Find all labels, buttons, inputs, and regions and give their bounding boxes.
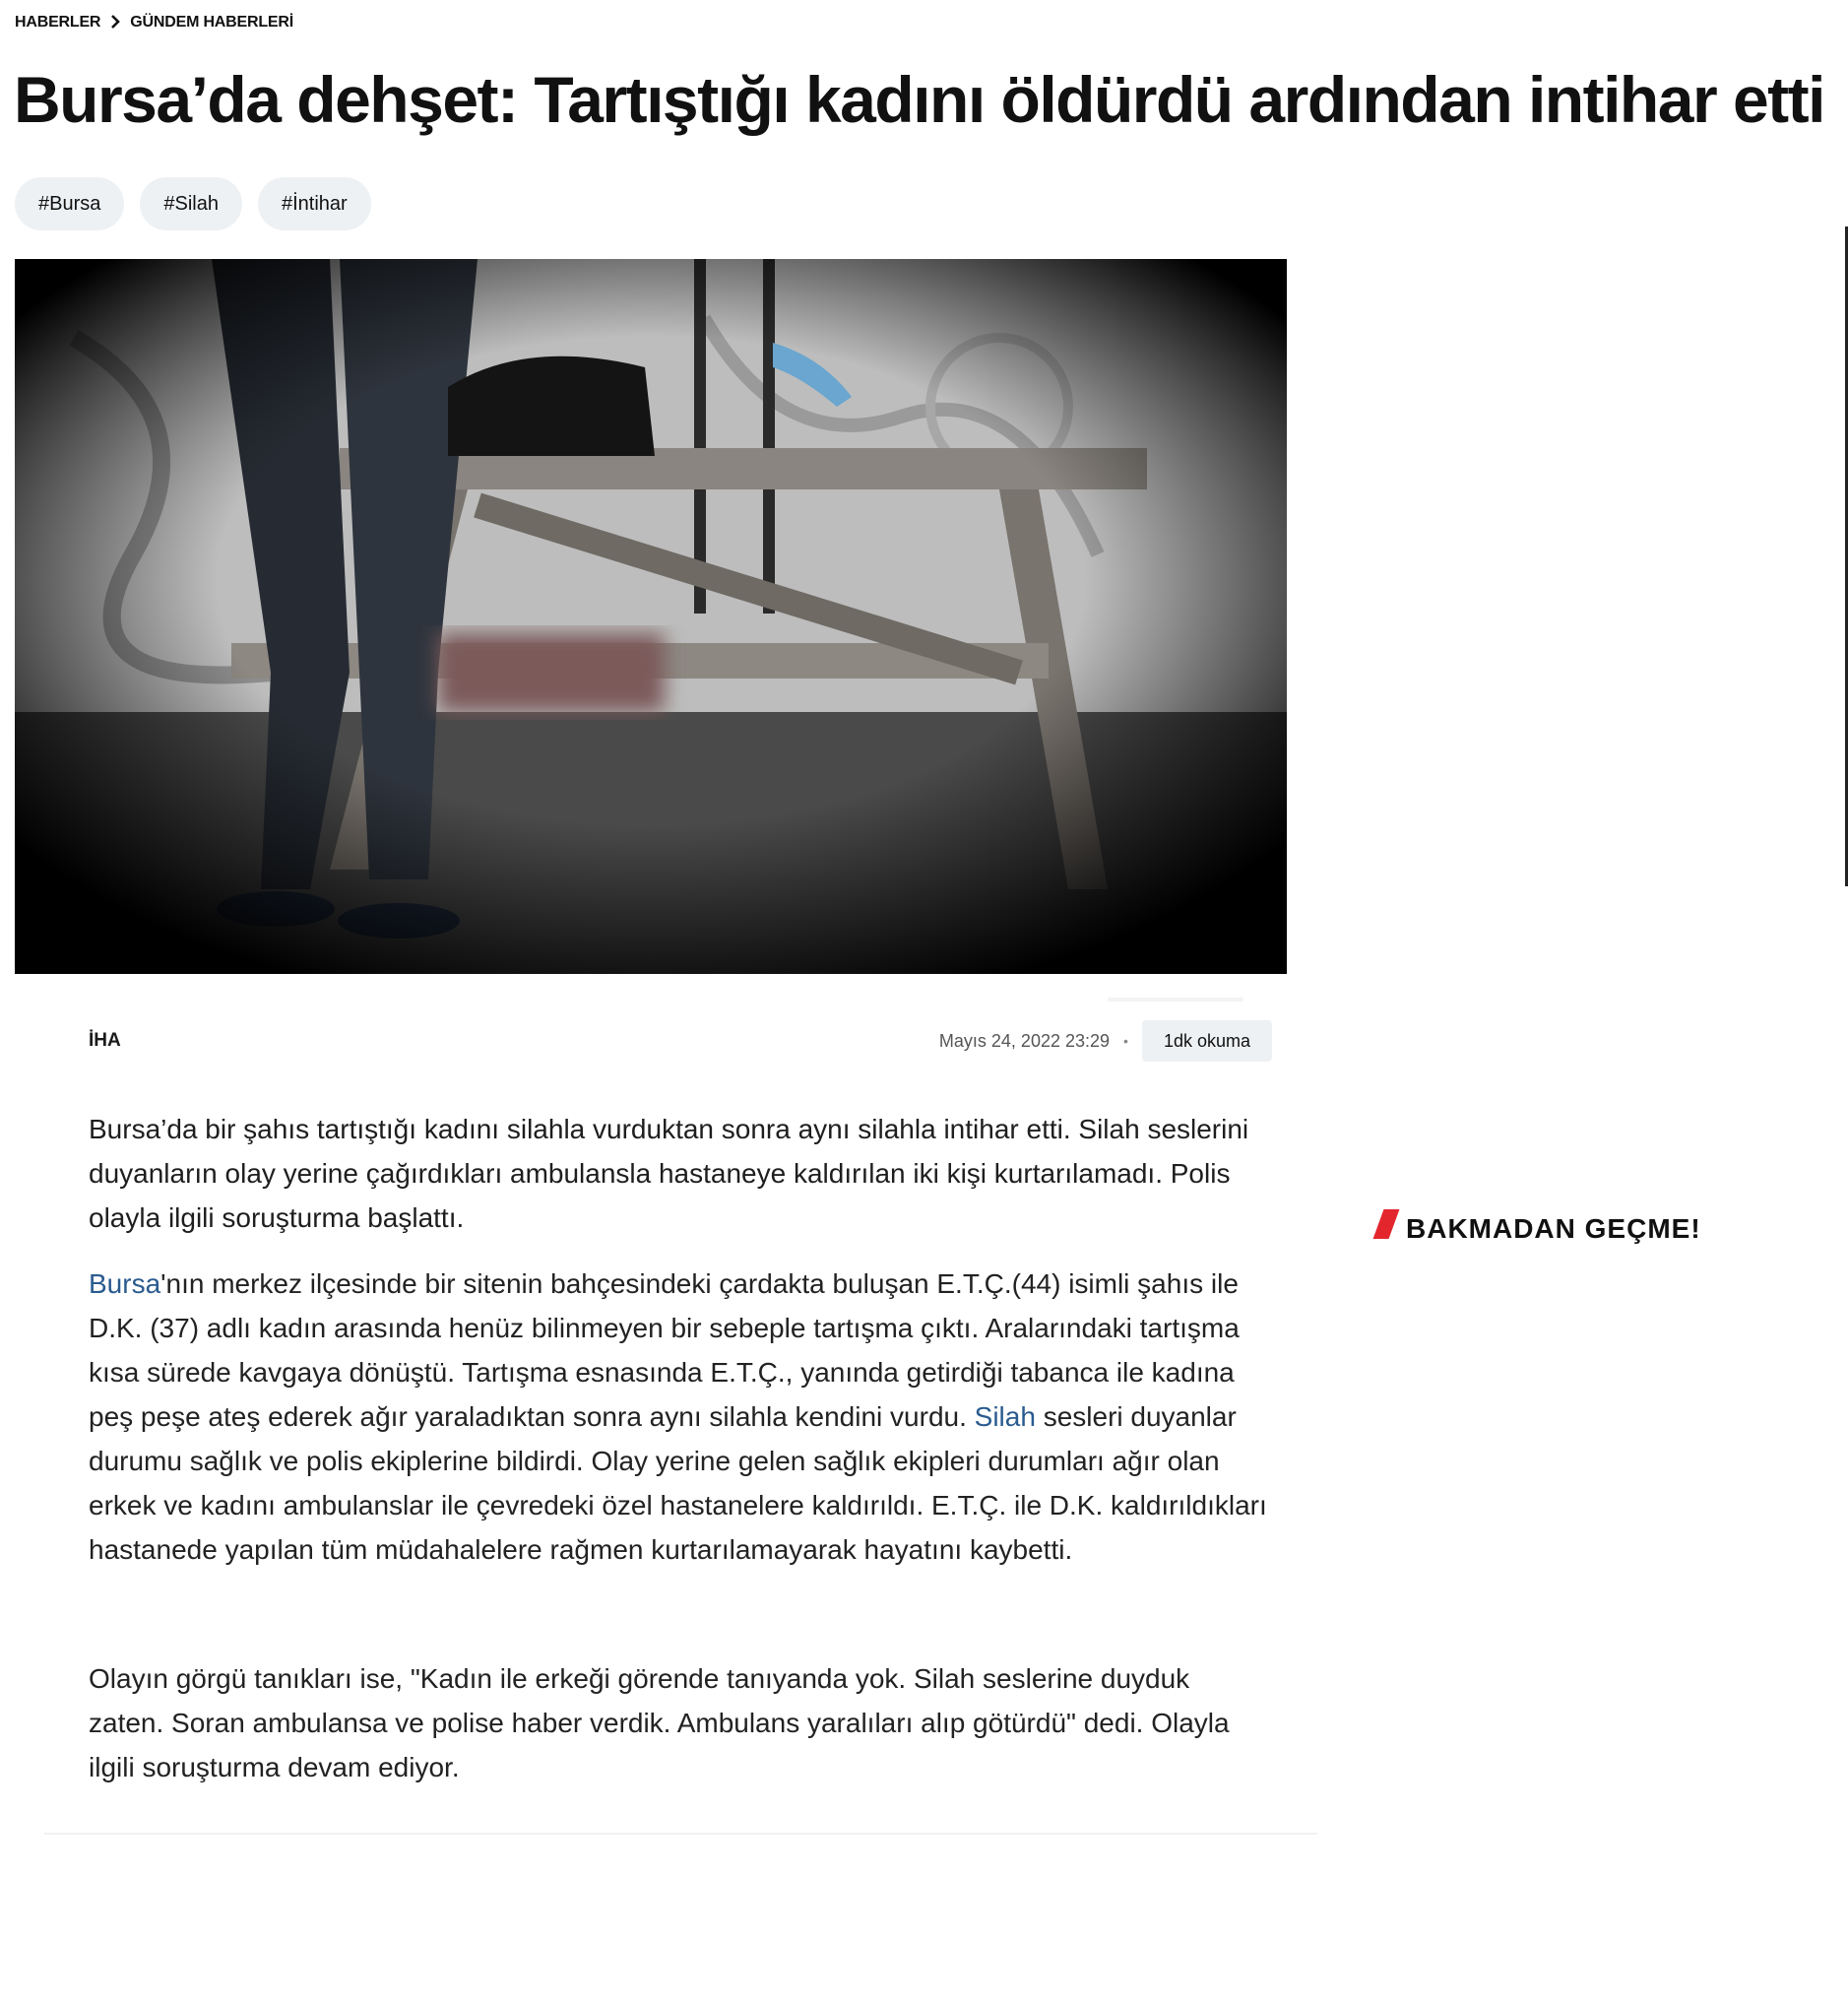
meta-divider [1108,998,1243,1002]
body-text-segment: sesleri duyanlar durumu sağlık ve polis ekiplerine bildirdi. Olay yerine gelen sağlık ekipleri durumları ağır olan erkek ve kadını ambulanslar ile çevredeki özel hastanelere kaldırıldı. E.T.Ç. ile D.K. kaldırıldıkları hastanede yapılan tüm müdahalelere rağmen kurtarılamayarak hayatını kaybetti. [89,1401,1267,1565]
tag-list [15,177,371,230]
breadcrumb [15,14,293,32]
content-divider [44,1833,1317,1835]
article-body-paragraph [89,1262,1270,1572]
sidebar-heading-label: BAKMADAN GEÇME! [1406,1213,1701,1244]
red-slash-icon [1373,1209,1400,1239]
article-hero-image [15,259,1287,974]
tag-silah[interactable]: #Silah [140,177,242,230]
sidebar-heading [1378,1203,1703,1244]
chevron-right-icon [110,15,120,32]
tag-intihar[interactable]: #İntihar [258,177,371,230]
meta-separator-dot: • [1123,1033,1128,1049]
bursa-tag-link[interactable]: Bursa [89,1268,161,1299]
breadcrumb-home-link[interactable]: HABERLER [15,14,101,31]
page-title: Bursa’da dehşet: Tartıştığı kadını öldürdü ardından intihar etti [14,63,1824,136]
tag-bursa[interactable]: #Bursa [15,177,124,230]
article-meta [939,1020,1272,1062]
breadcrumb-section-link[interactable]: GÜNDEM HABERLERİ [130,14,293,31]
publish-date: Mayıs 24, 2022 23:29 [938,1030,1111,1051]
crime-scene-photo [15,259,1287,974]
witness-paragraph: Olayın görgü tanıkları ise, "Kadın ile erkeği görende tanıyanda yok. Silah seslerine duyduk zaten. Soran ambulansa ve polise haber verdik. Ambulans yaralıları alıp götürdü" dedi. Olayla ilgili soruşturma devam ediyor. [89,1663,1230,1782]
body-text-segment: 'nın merkez ilçesinde bir sitenin bahçesindeki çardakta buluşan E.T.Ç.(44) isimli şahıs ile D.K. (37) adlı kadın arasında henüz bilinmeyen bir sebeple tartışma çıktı. Aralarındaki tartışma kısa sürede kavgaya dönüştü. Tartışma esnasında E.T.Ç., yanında getirdiği tabanca ile kadına peş peşe ateş ederek ağır yaraladıktan sonra aynı silahla kendini vurdu. [89,1268,1240,1432]
silah-tag-link[interactable]: Silah [974,1401,1036,1432]
article-source: İHA [89,1030,121,1051]
article-summary: Bursa’da bir şahıs tartıştığı kadını silahla vurduktan sonra aynı silahla intihar etti. Silah seslerini duyanların olay yerine çağırdıkları ambulansla hastaneye kaldırılan iki kişi kurtarılamadı. Polis olayla ilgili soruşturma başlattı. [89,1114,1249,1233]
read-time-badge: 1dk okuma [1142,1020,1272,1062]
